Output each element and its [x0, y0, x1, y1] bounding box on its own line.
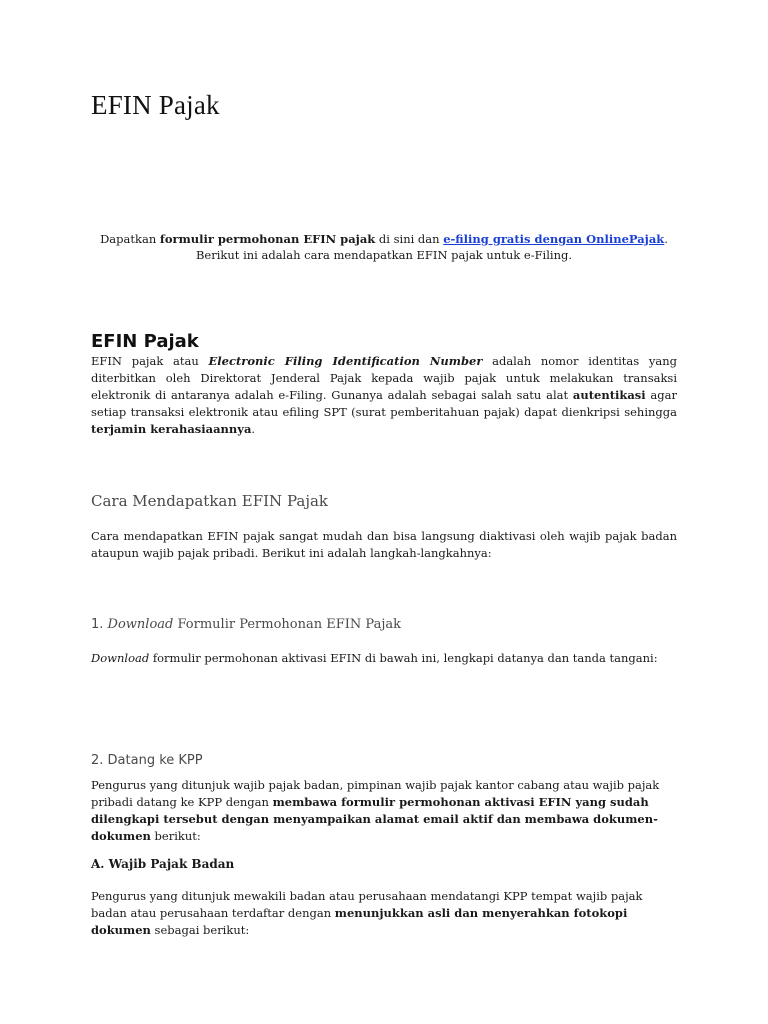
section-heading-efin: EFIN Pajak: [91, 331, 199, 352]
paragraph-text: EFIN pajak atau: [91, 354, 209, 368]
step1-heading: [91, 617, 401, 632]
paragraph-text: formulir permohonan aktivasi EFIN di bawah ini, lengkapi datanya dan tanda tangani:: [149, 651, 658, 665]
download-italic: Download: [91, 651, 150, 665]
step2-bold-text: membawa formulir permohonan aktivasi EFIN yang sudah dilengkapi tersebut dengan menyampaikan alamat email aktif dan membawa dokumen-dokumen: [91, 795, 658, 843]
intro-text: Dapatkan: [100, 232, 160, 246]
paragraph-text: adalah nomor identitas yang diterbitkan oleh Direktorat Jenderal Pajak kepada wajib pajak untuk melakukan transaksi elektronik di antaranya adalah e-Filing. Gunanya adalah sebagai salah satu alat: [91, 354, 677, 402]
paragraph-text: berikut:: [150, 829, 201, 843]
step2-paragraph: [91, 777, 677, 845]
efiling-link[interactable]: e-filing gratis dengan OnlinePajak: [443, 232, 665, 246]
paragraph-text: agar setiap transaksi elektronik atau efiling SPT (surat pemberitahuan pajak) dapat dienkripsi sehingga: [91, 388, 678, 419]
intro-text-line2: Berikut ini adalah cara mendapatkan EFIN pajak untuk e-Filing.: [195, 248, 573, 262]
subA-bold-text: menunjukkan asli dan menyerahkan fotokopi dokumen: [91, 906, 628, 937]
intro-bold: formulir permohonan EFIN pajak: [159, 232, 376, 246]
step-number: 1.: [91, 617, 108, 632]
step1-paragraph: [91, 650, 677, 667]
step1-heading-text: Formulir Permohonan EFIN Pajak: [173, 617, 401, 632]
sub-heading-wajib-pajak-badan: A. Wajib Pajak Badan: [91, 857, 235, 871]
paragraph-text: Pengurus yang ditunjuk wajib pajak badan, pimpinan wajib pajak kantor cabang atau wajib pajak pribadi datang ke KPP dengan: [91, 778, 660, 809]
section-heading-cara: Cara Mendapatkan EFIN Pajak: [91, 492, 328, 510]
autentikasi-term: autentikasi: [572, 388, 646, 402]
intro-text: di sini dan: [375, 232, 444, 246]
paragraph-text: sebagai berikut:: [150, 923, 250, 937]
paragraph-text: Pengurus yang ditunjuk mewakili badan atau perusahaan mendatangi KPP tempat wajib pajak badan atau perusahaan terdaftar dengan: [91, 889, 643, 920]
efin-term: Electronic Filing Identification Number: [208, 354, 483, 368]
kerahasiaan-term: terjamin kerahasiaannya: [91, 422, 252, 436]
intro-paragraph: [60, 231, 708, 263]
efin-definition-paragraph: [91, 353, 677, 438]
document-title: EFIN Pajak: [91, 90, 220, 120]
paragraph-text: .: [251, 422, 256, 436]
step1-heading-italic: Download: [107, 617, 174, 632]
step2-heading: 2. Datang ke KPP: [91, 753, 203, 768]
cara-paragraph: Cara mendapatkan EFIN pajak sangat mudah dan bisa langsung diaktivasi oleh wajib pajak badan ataupun wajib pajak pribadi. Berikut ini adalah langkah-langkahnya:: [91, 529, 677, 560]
subA-paragraph: [91, 888, 677, 939]
intro-text: .: [664, 232, 668, 246]
